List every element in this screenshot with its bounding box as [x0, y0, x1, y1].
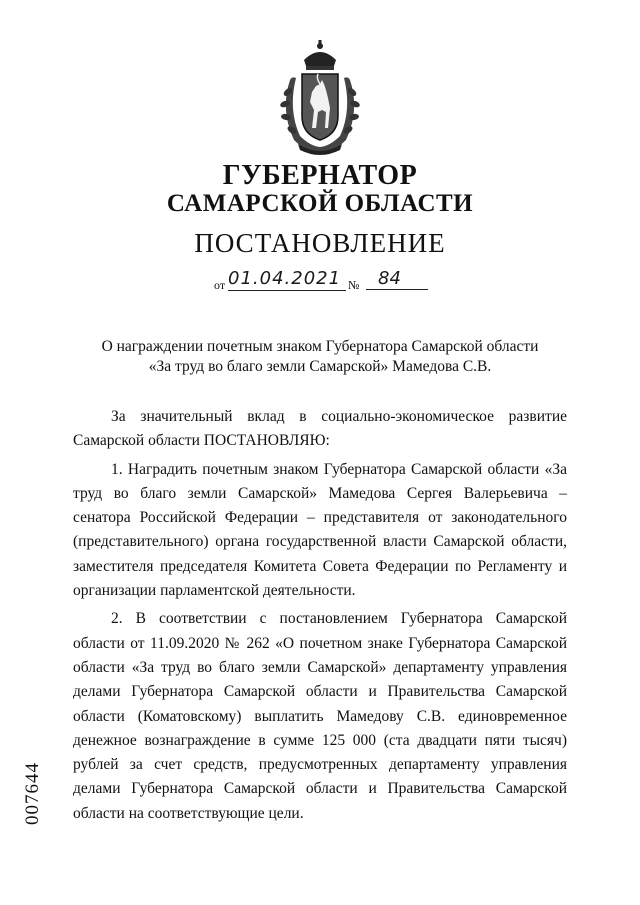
- subject-line-2: «За труд во благо земли Самарской» Мамедова С.В.: [148, 358, 492, 375]
- subject-line-1: О награждении почетным знаком Губернатора Самарской области: [101, 338, 539, 355]
- date-from-label: от: [214, 278, 226, 292]
- date-number-line: [214, 270, 434, 296]
- document-number: 84: [366, 268, 428, 290]
- document-title-line2: САМАРСКОЙ ОБЛАСТИ: [166, 190, 474, 217]
- body-paragraph-preamble: За значительный вклад в социально-экономическое развитие Самарской области ПОСТАНОВЛЯЮ:: [73, 408, 567, 450]
- body-paragraph-1: 1. Наградить почетным знаком Губернатора Самарской области «За труд во благо земли Самарской» Мамедова Сергея Валерьевича – сенатора Российской Федерации – представителя от законодательного (представительного) органа государственной власти Самарской области, заместителя председателя Комитета Совета Федерации по Регламенту и организации парламентской деятельности.: [73, 460, 567, 600]
- number-label: №: [348, 278, 360, 292]
- document-date: 01.04.2021: [228, 268, 346, 291]
- document-subject: [60, 337, 580, 377]
- document-body: [73, 405, 567, 830]
- body-paragraph-2: 2. В соответствии с постановлением Губернатора Самарской области от 11.09.2020 № 262 «О почетном знаке Губернатора Самарской области «За труд во благо земли Самарской» департаменту управления делами Губернатора Самарской области и Правительства Самарской области (Коматовскому) выплатить Мамедову С.В. единовременное денежное вознаграждение в сумме 125 000 (ста двадцати пяти тысяч) рублей за счет средств, предусмотренных департаменту управления делами Губернатора Самарской области и Правительства Самарской области на соответствующие цели.: [73, 610, 567, 822]
- side-serial-number: 007644: [22, 762, 43, 825]
- samara-coat-of-arms-icon: [270, 40, 370, 158]
- document-type: ПОСТАНОВЛЕНИЕ: [194, 228, 446, 258]
- document-title-line1: ГУБЕРНАТОР: [222, 160, 418, 191]
